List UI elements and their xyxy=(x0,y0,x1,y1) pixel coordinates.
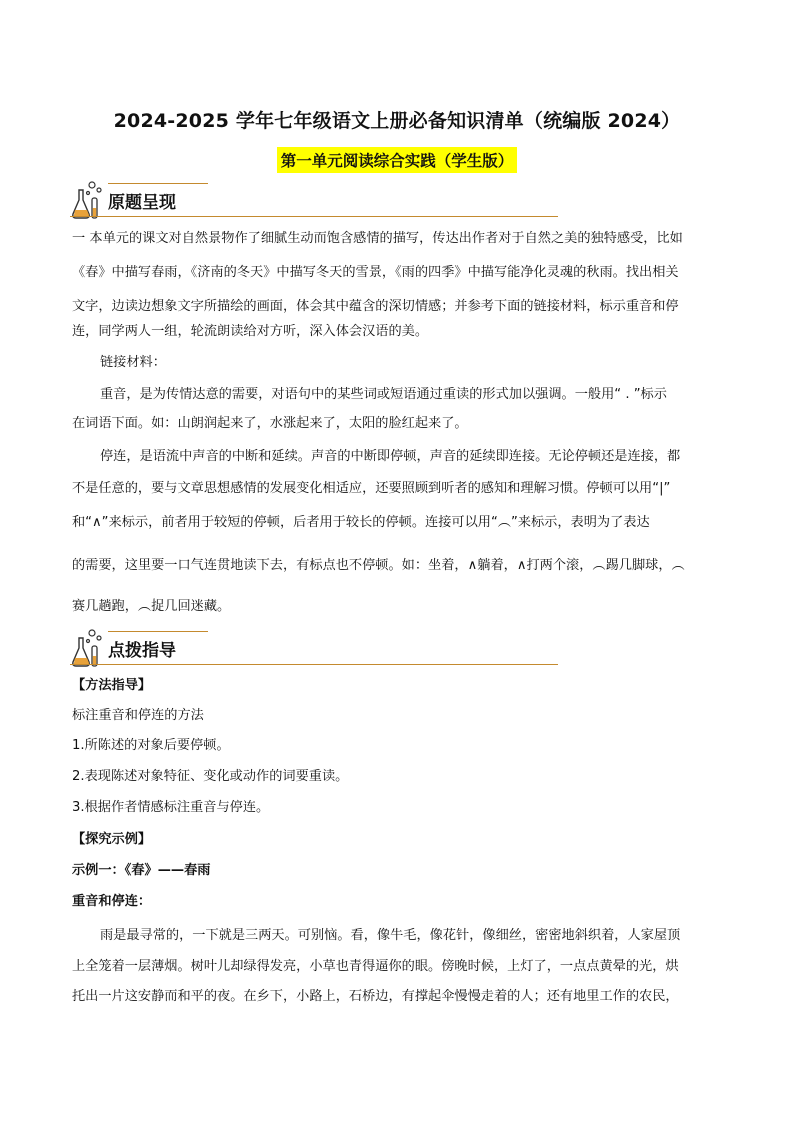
subtitle-wrap xyxy=(0,147,794,173)
paragraph-line: 在词语下面。如：山朗润起来了，水涨起来了，太阳的脸红起来了。 xyxy=(72,416,468,431)
method-line: 标注重音和停连的方法 xyxy=(72,708,204,723)
section-heading-label: 点拨指导 xyxy=(108,641,176,661)
section-heading-original xyxy=(70,180,560,222)
heading-top-rule xyxy=(108,183,208,184)
example-line: 上全笼着一层薄烟。树叶儿却绿得发亮，小草也青得逼你的眼。傍晚时候，上灯了，一点点黄晕的光，烘 xyxy=(72,959,679,974)
paragraph-line: 和“∧”来标示，前者用于较短的停顿，后者用于较长的停顿。连接可以用“︵”来标示，表明为了表达 xyxy=(72,515,650,530)
example-line: 托出一片这安静而和平的夜。在乡下，小路上，石桥边，有撑起伞慢慢走着的人；还有地里工作的农民， xyxy=(72,989,679,1004)
heading-bottom-rule xyxy=(70,664,558,665)
section-heading-guidance xyxy=(70,628,560,670)
example-subheading: 重音和停连： xyxy=(72,894,152,909)
heading-top-rule xyxy=(108,631,208,632)
paragraph-line: 一 本单元的课文对自然景物作了细腻生动而饱含感情的描写，传达出作者对于自然之美的独特感受，比如 xyxy=(72,231,683,246)
example-title: 示例一：《春》——春雨 xyxy=(72,863,211,878)
paragraph-line: 不是任意的，要与文章思想感情的发展变化相适应，还要照顾到听者的感知和理解习惯。停顿可以用“|” xyxy=(72,481,671,496)
page-subtitle: 第一单元阅读综合实践（学生版） xyxy=(277,147,518,173)
paragraph-line: 连，同学两人一组，轮流朗读给对方听，深入体会汉语的美。 xyxy=(72,324,429,339)
method-line: 1.所陈述的对象后要停顿。 xyxy=(72,738,230,753)
heading-bottom-rule xyxy=(70,216,558,217)
paragraph-line: 赛几趟跑，︵捉几回迷藏。 xyxy=(72,599,231,614)
example-heading: 【探究示例】 xyxy=(72,832,152,847)
paragraph-line: 重音，是为传情达意的需要，对语句中的某些词或短语通过重读的形式加以强调。一般用“ . ”标示 xyxy=(100,387,667,402)
paragraph-line: 停连，是语流中声音的中断和延续。声音的中断即停顿，声音的延续即连接。无论停顿还是连接，都 xyxy=(100,449,681,464)
method-line: 2.表现陈述对象特征、变化或动作的词要重读。 xyxy=(72,769,349,784)
link-material-label: 链接材料： xyxy=(100,355,166,370)
example-line: 雨是最寻常的，一下就是三两天。可别恼。看，像牛毛，像花针，像细丝，密密地斜织着，人家屋顶 xyxy=(100,928,681,943)
paragraph-line: 《春》中描写春雨，《济南的冬天》中描写冬天的雪景，《雨的四季》中描写能净化灵魂的秋雨。找出相关 xyxy=(72,265,679,280)
paragraph-line: 文字，边读边想象文字所描绘的画面，体会其中蕴含的深切情感；并参考下面的链接材料，标示重音和停 xyxy=(72,299,679,314)
section-heading-label: 原题呈现 xyxy=(108,193,176,213)
paragraph-line: 的需要，这里要一口气连贯地读下去，有标点也不停顿。如：坐着，∧躺着，∧打两个滚，︵踢几脚球，︵ xyxy=(72,558,685,573)
method-line: 3.根据作者情感标注重音与停连。 xyxy=(72,800,270,815)
method-heading: 【方法指导】 xyxy=(72,678,152,693)
page-title: 2024-2025 学年七年级语文上册必备知识清单（统编版 2024） xyxy=(113,110,681,132)
